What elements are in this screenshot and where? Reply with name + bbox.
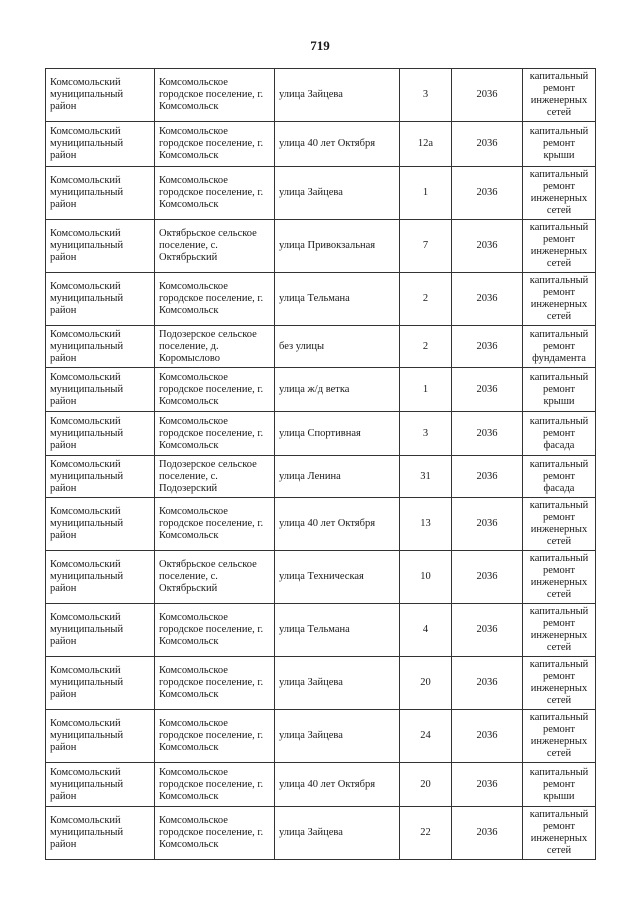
street-cell: улица Зайцева (275, 807, 400, 860)
year-cell: 2036 (452, 657, 523, 710)
work-type-cell: капитальный ремонт инженерных сетей (523, 69, 596, 122)
work-type-cell: капитальный ремонт инженерных сетей (523, 807, 596, 860)
district-cell: Комсомольский муниципальный район (46, 167, 155, 220)
district-cell: Комсомольский муниципальный район (46, 122, 155, 167)
registry-table (45, 68, 596, 860)
work-type-cell: капитальный ремонт инженерных сетей (523, 498, 596, 551)
street-cell: улица Тельмана (275, 273, 400, 326)
house-number-cell: 10 (400, 551, 452, 604)
year-cell: 2036 (452, 498, 523, 551)
street-cell: улица Зайцева (275, 69, 400, 122)
table-row (46, 122, 596, 167)
work-type-cell: капитальный ремонт фасада (523, 412, 596, 456)
district-cell: Комсомольский муниципальный район (46, 763, 155, 807)
table-row (46, 326, 596, 368)
settlement-cell: Комсомольское городское поселение, г. Комсомольск (155, 710, 275, 763)
table-row (46, 412, 596, 456)
house-number-cell: 3 (400, 412, 452, 456)
work-type-cell: капитальный ремонт инженерных сетей (523, 604, 596, 657)
work-type-cell: капитальный ремонт фундамента (523, 326, 596, 368)
work-type-cell: капитальный ремонт крыши (523, 122, 596, 167)
settlement-cell: Октябрьское сельское поселение, с. Октябрьский (155, 551, 275, 604)
house-number-cell: 2 (400, 273, 452, 326)
settlement-cell: Комсомольское городское поселение, г. Комсомольск (155, 368, 275, 412)
house-number-cell: 20 (400, 763, 452, 807)
settlement-cell: Подозерское сельское поселение, с. Подозерский (155, 456, 275, 498)
year-cell: 2036 (452, 456, 523, 498)
house-number-cell: 24 (400, 710, 452, 763)
work-type-cell: капитальный ремонт инженерных сетей (523, 273, 596, 326)
table-row (46, 498, 596, 551)
settlement-cell: Комсомольское городское поселение, г. Комсомольск (155, 167, 275, 220)
street-cell: улица 40 лет Октября (275, 498, 400, 551)
year-cell: 2036 (452, 604, 523, 657)
page-number: 719 (310, 38, 330, 53)
work-type-cell: капитальный ремонт крыши (523, 763, 596, 807)
district-cell: Комсомольский муниципальный район (46, 368, 155, 412)
house-number-cell: 2 (400, 326, 452, 368)
settlement-cell: Комсомольское городское поселение, г. Комсомольск (155, 498, 275, 551)
district-cell: Комсомольский муниципальный район (46, 220, 155, 273)
settlement-cell: Комсомольское городское поселение, г. Комсомольск (155, 412, 275, 456)
year-cell: 2036 (452, 167, 523, 220)
street-cell: улица Привокзальная (275, 220, 400, 273)
work-type-cell: капитальный ремонт инженерных сетей (523, 220, 596, 273)
street-cell: улица Зайцева (275, 167, 400, 220)
settlement-cell: Комсомольское городское поселение, г. Комсомольск (155, 807, 275, 860)
house-number-cell: 1 (400, 167, 452, 220)
table-row (46, 763, 596, 807)
settlement-cell: Комсомольское городское поселение, г. Комсомольск (155, 273, 275, 326)
street-cell: улица Тельмана (275, 604, 400, 657)
table-row (46, 69, 596, 122)
street-cell: улица Спортивная (275, 412, 400, 456)
house-number-cell: 12а (400, 122, 452, 167)
year-cell: 2036 (452, 273, 523, 326)
table-row (46, 807, 596, 860)
year-cell: 2036 (452, 551, 523, 604)
year-cell: 2036 (452, 412, 523, 456)
year-cell: 2036 (452, 763, 523, 807)
house-number-cell: 13 (400, 498, 452, 551)
district-cell: Комсомольский муниципальный район (46, 456, 155, 498)
settlement-cell: Комсомольское городское поселение, г. Комсомольск (155, 69, 275, 122)
district-cell: Комсомольский муниципальный район (46, 551, 155, 604)
table-row (46, 273, 596, 326)
year-cell: 2036 (452, 807, 523, 860)
house-number-cell: 20 (400, 657, 452, 710)
district-cell: Комсомольский муниципальный район (46, 69, 155, 122)
street-cell: улица ж/д ветка (275, 368, 400, 412)
table-row (46, 657, 596, 710)
district-cell: Комсомольский муниципальный район (46, 326, 155, 368)
street-cell: улица 40 лет Октября (275, 122, 400, 167)
table-row (46, 604, 596, 657)
year-cell: 2036 (452, 368, 523, 412)
district-cell: Комсомольский муниципальный район (46, 273, 155, 326)
street-cell: улица Ленина (275, 456, 400, 498)
work-type-cell: капитальный ремонт инженерных сетей (523, 167, 596, 220)
work-type-cell: капитальный ремонт фасада (523, 456, 596, 498)
street-cell: улица Зайцева (275, 657, 400, 710)
settlement-cell: Октябрьское сельское поселение, с. Октябрьский (155, 220, 275, 273)
house-number-cell: 7 (400, 220, 452, 273)
street-cell: без улицы (275, 326, 400, 368)
district-cell: Комсомольский муниципальный район (46, 604, 155, 657)
work-type-cell: капитальный ремонт инженерных сетей (523, 710, 596, 763)
table-row (46, 551, 596, 604)
house-number-cell: 22 (400, 807, 452, 860)
year-cell: 2036 (452, 220, 523, 273)
district-cell: Комсомольский муниципальный район (46, 412, 155, 456)
year-cell: 2036 (452, 69, 523, 122)
settlement-cell: Комсомольское городское поселение, г. Комсомольск (155, 657, 275, 710)
work-type-cell: капитальный ремонт инженерных сетей (523, 551, 596, 604)
table-row (46, 167, 596, 220)
year-cell: 2036 (452, 710, 523, 763)
street-cell: улица Техническая (275, 551, 400, 604)
district-cell: Комсомольский муниципальный район (46, 657, 155, 710)
settlement-cell: Комсомольское городское поселение, г. Комсомольск (155, 604, 275, 657)
table-row (46, 456, 596, 498)
settlement-cell: Подозерское сельское поселение, д. Коромыслово (155, 326, 275, 368)
district-cell: Комсомольский муниципальный район (46, 807, 155, 860)
table-row (46, 368, 596, 412)
work-type-cell: капитальный ремонт инженерных сетей (523, 657, 596, 710)
year-cell: 2036 (452, 326, 523, 368)
settlement-cell: Комсомольское городское поселение, г. Комсомольск (155, 122, 275, 167)
table-row (46, 710, 596, 763)
settlement-cell: Комсомольское городское поселение, г. Комсомольск (155, 763, 275, 807)
street-cell: улица Зайцева (275, 710, 400, 763)
district-cell: Комсомольский муниципальный район (46, 498, 155, 551)
district-cell: Комсомольский муниципальный район (46, 710, 155, 763)
house-number-cell: 3 (400, 69, 452, 122)
table-row (46, 220, 596, 273)
street-cell: улица 40 лет Октября (275, 763, 400, 807)
work-type-cell: капитальный ремонт крыши (523, 368, 596, 412)
house-number-cell: 1 (400, 368, 452, 412)
year-cell: 2036 (452, 122, 523, 167)
house-number-cell: 31 (400, 456, 452, 498)
house-number-cell: 4 (400, 604, 452, 657)
